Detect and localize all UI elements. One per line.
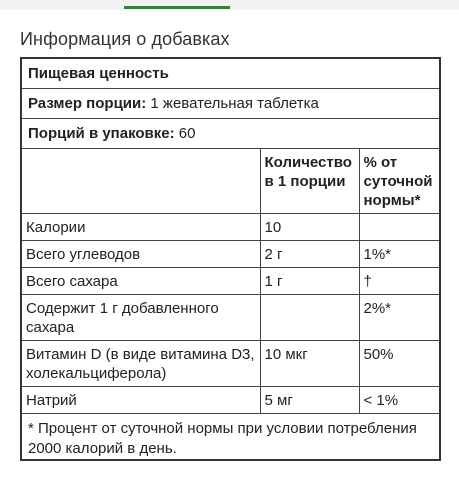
table-row — [22, 341, 439, 387]
facts-header-row — [22, 59, 439, 89]
section-title: Информация о добавках — [20, 29, 230, 49]
serving-size-label: Размер порции: — [28, 95, 147, 112]
serving-size-value: 1 жевательная таблетка — [150, 95, 319, 112]
column-header-amount: Количество в 1 порции — [260, 149, 359, 214]
table-row — [22, 241, 439, 268]
nutrient-amount: 5 мг — [260, 387, 359, 414]
active-tab-indicator — [124, 6, 230, 9]
table-row — [22, 387, 439, 414]
nutrient-amount: 1 г — [260, 268, 359, 295]
table-row — [22, 295, 439, 341]
table-row — [22, 214, 439, 241]
daily-value-footnote: * Процент от суточной нормы при условии потребления 2000 калорий в день. — [28, 420, 417, 457]
nutrient-amount: 2 г — [260, 241, 359, 268]
table-row — [22, 268, 439, 295]
facts-header: Пищевая ценность — [28, 65, 169, 82]
nutrient-daily-value: 2%* — [359, 295, 439, 341]
nutrient-table — [22, 149, 439, 414]
servings-per-container-row — [22, 119, 439, 149]
nutrient-name: Витамин D (в виде витамина D3, холекальциферола) — [22, 341, 260, 387]
servings-per-container-label: Порций в упаковке: — [28, 125, 175, 142]
nutrient-amount — [260, 295, 359, 341]
nutrient-name: Калории — [22, 214, 260, 241]
nutrient-daily-value — [359, 214, 439, 241]
column-header-nutrient — [22, 149, 260, 214]
nutrient-daily-value: 50% — [359, 341, 439, 387]
column-header-daily-value: % от суточной нормы* — [359, 149, 439, 214]
nutrient-amount: 10 — [260, 214, 359, 241]
nutrient-name: Всего сахара — [22, 268, 260, 295]
nutrient-name: Всего углеводов — [22, 241, 260, 268]
nutrient-daily-value: < 1% — [359, 387, 439, 414]
servings-per-container-value: 60 — [178, 125, 196, 142]
nutrient-name: Содержит 1 г добавленного сахара — [22, 295, 260, 341]
nutrient-daily-value: 1%* — [359, 241, 439, 268]
nutrient-daily-value: † — [359, 268, 439, 295]
nutrient-name: Натрий — [22, 387, 260, 414]
serving-size-row — [22, 89, 439, 119]
nutrient-amount: 10 мкг — [260, 341, 359, 387]
supplement-facts-panel — [20, 57, 441, 461]
table-header-row — [22, 149, 439, 214]
